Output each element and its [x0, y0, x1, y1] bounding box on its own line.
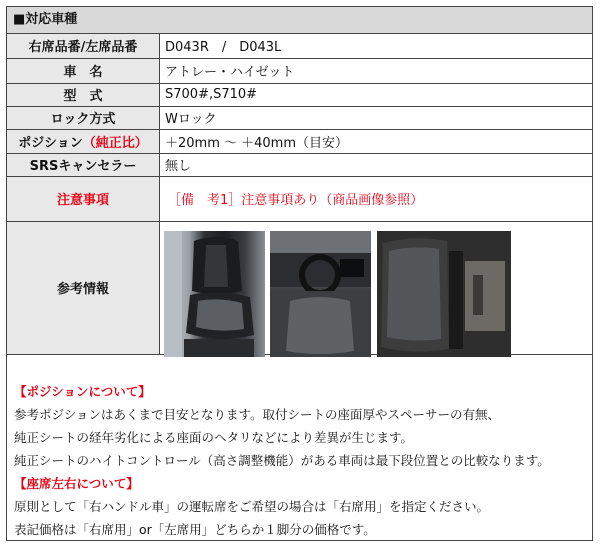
reference-photos-cell [160, 221, 593, 354]
table-row [7, 83, 592, 106]
lock-type-value: Wロック [160, 106, 593, 129]
row-label: ロック方式 [7, 106, 160, 129]
dashboard-photo[interactable] [270, 231, 371, 357]
position-label-note: （純正比） [82, 135, 148, 151]
table-row [7, 34, 592, 58]
position-label: ポジション [18, 135, 83, 151]
row-label: 注意事項 [7, 176, 160, 221]
spec-sheet [6, 6, 593, 541]
row-label: 型 式 [7, 83, 160, 106]
reference-photos [160, 223, 592, 352]
spec-table [7, 34, 592, 355]
row-label: 車 名 [7, 58, 160, 83]
model-code-value: S700#,S710# [160, 83, 593, 106]
table-row [7, 106, 592, 129]
srs-canceller-value: 無し [160, 153, 593, 176]
notes [7, 380, 592, 541]
table-row [7, 58, 592, 83]
position-notes-heading: 【ポジションについて】 [14, 384, 151, 399]
row-label: 参考情報 [7, 221, 160, 354]
table-row [7, 176, 592, 221]
note-line: 純正シートの経年劣化による座面のヘタリなどにより差異が生じます。 [14, 430, 414, 445]
table-row [7, 153, 592, 176]
table-row [7, 221, 592, 354]
table-row [7, 129, 592, 153]
note-line: 原則として「右ハンドル車」の運転席をご希望の場合は「右席用」を指定ください。 [14, 499, 490, 514]
note-line: 純正シートのハイトコントロール（高さ調整機能）がある車両は最下段位置との比較なります。 [14, 453, 550, 468]
section-title: ■対応車種 [7, 7, 592, 34]
note-line: 参考ポジションはあくまで目安となります。取付シートの座面厚やスペーサーの有無、 [14, 407, 500, 422]
seat-side-photo[interactable] [164, 231, 265, 357]
row-label: 右席品番/左席品番 [7, 34, 160, 58]
seat-base-photo[interactable] [377, 231, 511, 357]
vehicle-name-value: アトレー・ハイゼット [160, 58, 593, 83]
seat-notes-heading: 【座席左右について】 [14, 476, 139, 491]
position-value: ＋20mm ～ ＋40mm（目安） [160, 129, 593, 153]
row-label: SRSキャンセラー [7, 153, 160, 176]
row-label [7, 129, 160, 153]
caution-value: ［備 考1］注意事項あり（商品画像参照） [160, 176, 593, 221]
note-line: 表記価格は「右席用」or「左席用」どちらか１脚分の価格です。 [14, 522, 376, 537]
part-number-value: D043R / D043L [160, 34, 593, 58]
